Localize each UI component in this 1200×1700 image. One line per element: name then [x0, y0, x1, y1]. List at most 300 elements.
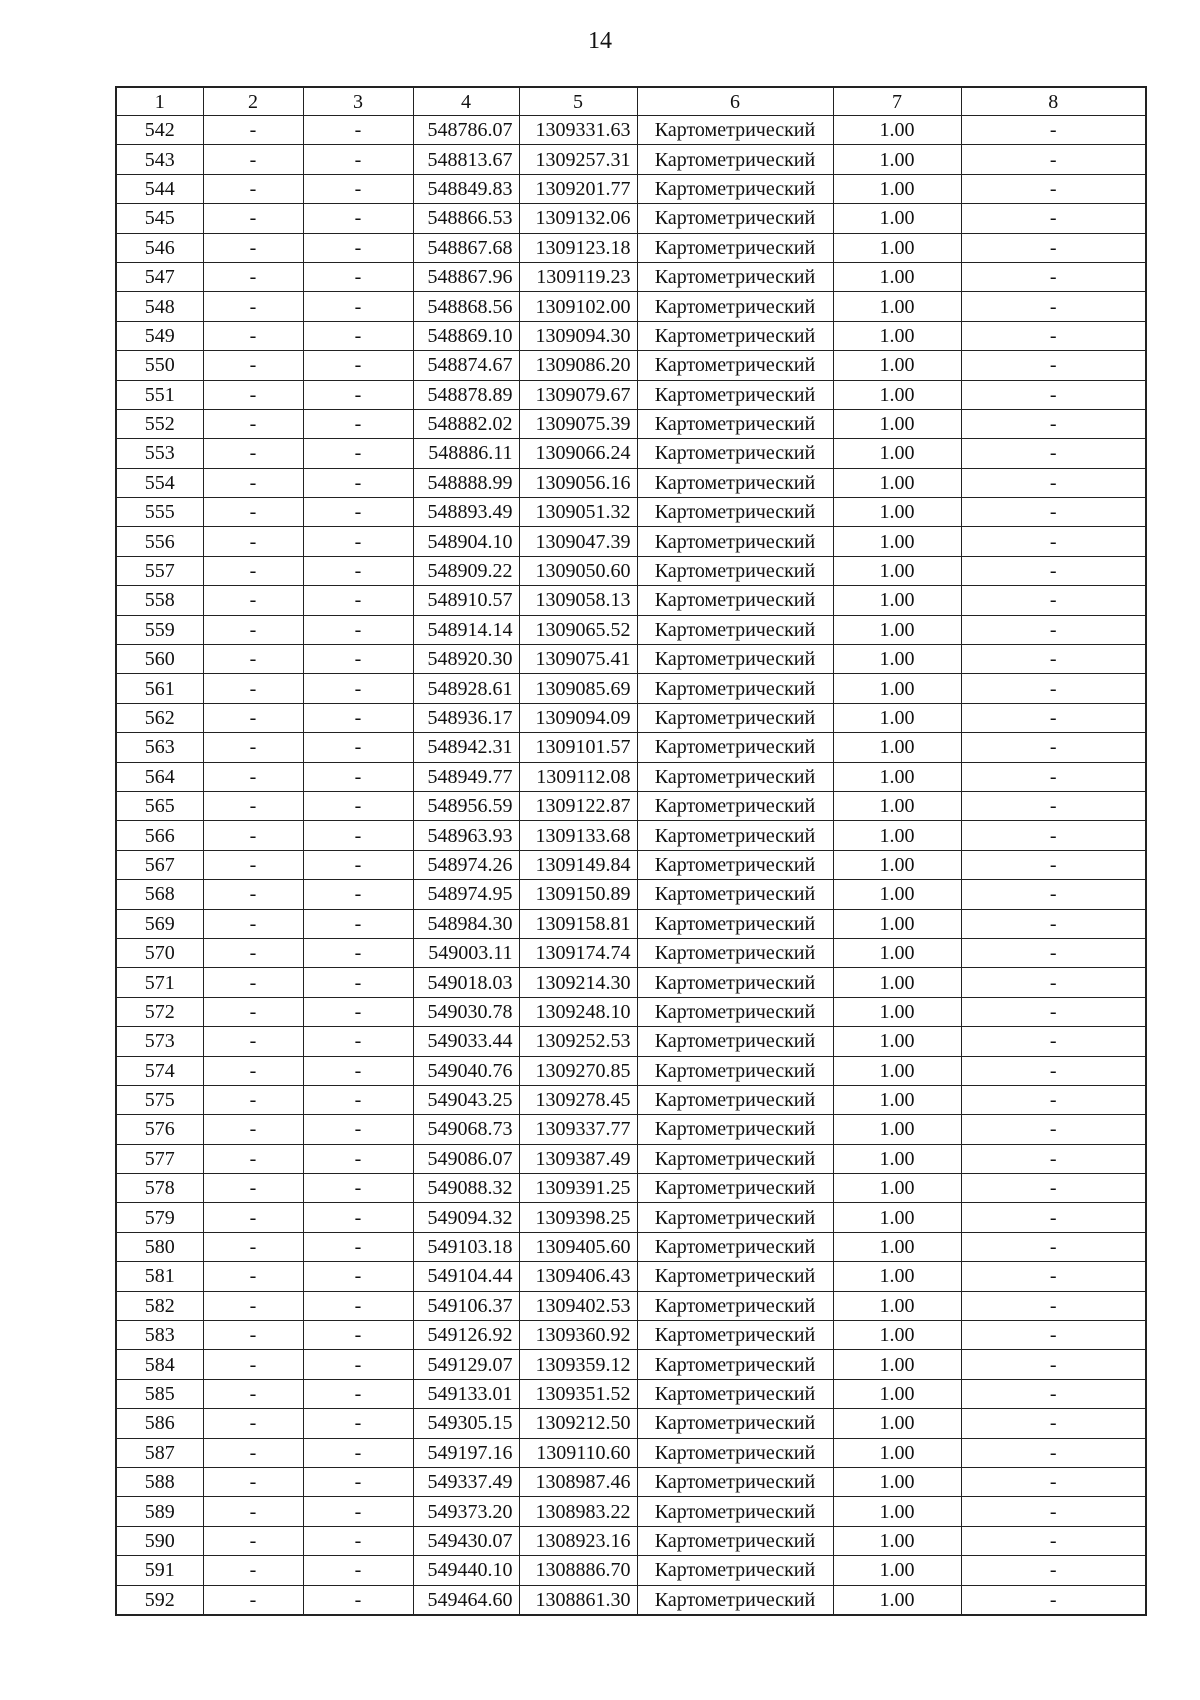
empty-cell: -	[961, 1379, 1146, 1408]
empty-cell: -	[303, 174, 413, 203]
empty-cell: -	[203, 1350, 303, 1379]
empty-cell: -	[961, 233, 1146, 262]
table-row	[116, 1438, 1146, 1467]
accuracy-cell: 1.00	[833, 1467, 961, 1496]
y-coordinate-cell: 1309278.45	[519, 1085, 637, 1114]
method-cell: Картометрический	[637, 645, 833, 674]
column-header: 8	[961, 87, 1146, 116]
empty-cell: -	[303, 380, 413, 409]
point-number-cell: 556	[116, 527, 203, 556]
method-cell: Картометрический	[637, 1203, 833, 1232]
empty-cell: -	[203, 968, 303, 997]
empty-cell: -	[203, 1467, 303, 1496]
x-coordinate-cell: 549129.07	[413, 1350, 519, 1379]
table-row	[116, 116, 1146, 145]
empty-cell: -	[961, 1174, 1146, 1203]
method-cell: Картометрический	[637, 1027, 833, 1056]
point-number-cell: 585	[116, 1379, 203, 1408]
point-number-cell: 570	[116, 938, 203, 967]
point-number-cell: 550	[116, 351, 203, 380]
x-coordinate-cell: 549086.07	[413, 1144, 519, 1173]
empty-cell: -	[203, 262, 303, 291]
empty-cell: -	[203, 1497, 303, 1526]
point-number-cell: 572	[116, 997, 203, 1026]
empty-cell: -	[961, 1115, 1146, 1144]
y-coordinate-cell: 1309406.43	[519, 1262, 637, 1291]
empty-cell: -	[303, 1262, 413, 1291]
empty-cell: -	[303, 850, 413, 879]
table-row	[116, 1467, 1146, 1496]
empty-cell: -	[961, 468, 1146, 497]
method-cell: Картометрический	[637, 1585, 833, 1615]
empty-cell: -	[303, 1203, 413, 1232]
empty-cell: -	[961, 674, 1146, 703]
x-coordinate-cell: 548867.68	[413, 233, 519, 262]
accuracy-cell: 1.00	[833, 1144, 961, 1173]
empty-cell: -	[203, 850, 303, 879]
table-row	[116, 1350, 1146, 1379]
table-row	[116, 1203, 1146, 1232]
y-coordinate-cell: 1309123.18	[519, 233, 637, 262]
x-coordinate-cell: 548878.89	[413, 380, 519, 409]
empty-cell: -	[303, 615, 413, 644]
point-number-cell: 551	[116, 380, 203, 409]
method-cell: Картометрический	[637, 321, 833, 350]
table-row	[116, 262, 1146, 291]
accuracy-cell: 1.00	[833, 351, 961, 380]
method-cell: Картометрический	[637, 1174, 833, 1203]
empty-cell: -	[303, 527, 413, 556]
empty-cell: -	[961, 1497, 1146, 1526]
point-number-cell: 583	[116, 1321, 203, 1350]
x-coordinate-cell: 549126.92	[413, 1321, 519, 1350]
empty-cell: -	[961, 1556, 1146, 1585]
accuracy-cell: 1.00	[833, 174, 961, 203]
empty-cell: -	[203, 821, 303, 850]
empty-cell: -	[303, 674, 413, 703]
method-cell: Картометрический	[637, 615, 833, 644]
accuracy-cell: 1.00	[833, 409, 961, 438]
x-coordinate-cell: 548786.07	[413, 116, 519, 145]
empty-cell: -	[961, 1438, 1146, 1467]
empty-cell: -	[961, 1232, 1146, 1261]
accuracy-cell: 1.00	[833, 116, 961, 145]
method-cell: Картометрический	[637, 1497, 833, 1526]
method-cell: Картометрический	[637, 1291, 833, 1320]
table-row	[116, 1056, 1146, 1085]
table-row	[116, 321, 1146, 350]
y-coordinate-cell: 1309051.32	[519, 498, 637, 527]
empty-cell: -	[203, 1232, 303, 1261]
table-row	[116, 233, 1146, 262]
table-row	[116, 1321, 1146, 1350]
table-row	[116, 1556, 1146, 1585]
empty-cell: -	[203, 527, 303, 556]
y-coordinate-cell: 1308983.22	[519, 1497, 637, 1526]
method-cell: Картометрический	[637, 1056, 833, 1085]
empty-cell: -	[203, 409, 303, 438]
point-number-cell: 576	[116, 1115, 203, 1144]
empty-cell: -	[961, 204, 1146, 233]
accuracy-cell: 1.00	[833, 204, 961, 233]
empty-cell: -	[303, 1350, 413, 1379]
x-coordinate-cell: 548984.30	[413, 909, 519, 938]
table-row	[116, 850, 1146, 879]
empty-cell: -	[203, 498, 303, 527]
empty-cell: -	[203, 380, 303, 409]
accuracy-cell: 1.00	[833, 615, 961, 644]
point-number-cell: 574	[116, 1056, 203, 1085]
empty-cell: -	[961, 850, 1146, 879]
point-number-cell: 575	[116, 1085, 203, 1114]
empty-cell: -	[203, 997, 303, 1026]
empty-cell: -	[303, 1497, 413, 1526]
empty-cell: -	[961, 527, 1146, 556]
empty-cell: -	[961, 615, 1146, 644]
table-row	[116, 1144, 1146, 1173]
table-row	[116, 292, 1146, 321]
method-cell: Картометрический	[637, 174, 833, 203]
point-number-cell: 547	[116, 262, 203, 291]
accuracy-cell: 1.00	[833, 997, 961, 1026]
x-coordinate-cell: 549043.25	[413, 1085, 519, 1114]
accuracy-cell: 1.00	[833, 968, 961, 997]
empty-cell: -	[303, 556, 413, 585]
column-header: 4	[413, 87, 519, 116]
empty-cell: -	[303, 233, 413, 262]
x-coordinate-cell: 548974.95	[413, 880, 519, 909]
accuracy-cell: 1.00	[833, 586, 961, 615]
x-coordinate-cell: 548936.17	[413, 703, 519, 732]
accuracy-cell: 1.00	[833, 850, 961, 879]
empty-cell: -	[961, 1085, 1146, 1114]
y-coordinate-cell: 1309405.60	[519, 1232, 637, 1261]
y-coordinate-cell: 1309212.50	[519, 1409, 637, 1438]
x-coordinate-cell: 548849.83	[413, 174, 519, 203]
method-cell: Картометрический	[637, 1321, 833, 1350]
empty-cell: -	[961, 292, 1146, 321]
accuracy-cell: 1.00	[833, 145, 961, 174]
empty-cell: -	[203, 674, 303, 703]
y-coordinate-cell: 1309056.16	[519, 468, 637, 497]
method-cell: Картометрический	[637, 145, 833, 174]
empty-cell: -	[961, 262, 1146, 291]
empty-cell: -	[203, 174, 303, 203]
accuracy-cell: 1.00	[833, 1056, 961, 1085]
table-row	[116, 1115, 1146, 1144]
method-cell: Картометрический	[637, 1556, 833, 1585]
x-coordinate-cell: 548904.10	[413, 527, 519, 556]
table-row	[116, 439, 1146, 468]
empty-cell: -	[303, 1379, 413, 1408]
accuracy-cell: 1.00	[833, 1027, 961, 1056]
point-number-cell: 557	[116, 556, 203, 585]
y-coordinate-cell: 1308861.30	[519, 1585, 637, 1615]
method-cell: Картометрический	[637, 409, 833, 438]
x-coordinate-cell: 548910.57	[413, 586, 519, 615]
x-coordinate-cell: 548963.93	[413, 821, 519, 850]
empty-cell: -	[203, 733, 303, 762]
y-coordinate-cell: 1309270.85	[519, 1056, 637, 1085]
x-coordinate-cell: 548874.67	[413, 351, 519, 380]
empty-cell: -	[303, 321, 413, 350]
x-coordinate-cell: 549337.49	[413, 1467, 519, 1496]
table-header-row	[116, 87, 1146, 116]
accuracy-cell: 1.00	[833, 1262, 961, 1291]
empty-cell: -	[203, 1526, 303, 1555]
x-coordinate-cell: 549104.44	[413, 1262, 519, 1291]
table-row	[116, 703, 1146, 732]
method-cell: Картометрический	[637, 762, 833, 791]
empty-cell: -	[303, 1438, 413, 1467]
method-cell: Картометрический	[637, 909, 833, 938]
point-number-cell: 579	[116, 1203, 203, 1232]
x-coordinate-cell: 549305.15	[413, 1409, 519, 1438]
empty-cell: -	[303, 821, 413, 850]
method-cell: Картометрический	[637, 733, 833, 762]
point-number-cell: 568	[116, 880, 203, 909]
empty-cell: -	[303, 498, 413, 527]
method-cell: Картометрический	[637, 292, 833, 321]
accuracy-cell: 1.00	[833, 733, 961, 762]
empty-cell: -	[203, 468, 303, 497]
y-coordinate-cell: 1309101.57	[519, 733, 637, 762]
empty-cell: -	[961, 439, 1146, 468]
empty-cell: -	[303, 1144, 413, 1173]
empty-cell: -	[961, 145, 1146, 174]
empty-cell: -	[203, 204, 303, 233]
empty-cell: -	[203, 1174, 303, 1203]
x-coordinate-cell: 548866.53	[413, 204, 519, 233]
empty-cell: -	[203, 762, 303, 791]
empty-cell: -	[303, 262, 413, 291]
empty-cell: -	[961, 586, 1146, 615]
point-number-cell: 589	[116, 1497, 203, 1526]
x-coordinate-cell: 549033.44	[413, 1027, 519, 1056]
table-row	[116, 204, 1146, 233]
x-coordinate-cell: 549430.07	[413, 1526, 519, 1555]
empty-cell: -	[203, 1085, 303, 1114]
empty-cell: -	[961, 1467, 1146, 1496]
empty-cell: -	[961, 1262, 1146, 1291]
empty-cell: -	[961, 351, 1146, 380]
point-number-cell: 554	[116, 468, 203, 497]
y-coordinate-cell: 1309047.39	[519, 527, 637, 556]
point-number-cell: 560	[116, 645, 203, 674]
empty-cell: -	[203, 1438, 303, 1467]
empty-cell: -	[961, 733, 1146, 762]
y-coordinate-cell: 1309119.23	[519, 262, 637, 291]
point-number-cell: 587	[116, 1438, 203, 1467]
accuracy-cell: 1.00	[833, 1350, 961, 1379]
empty-cell: -	[203, 880, 303, 909]
method-cell: Картометрический	[637, 439, 833, 468]
method-cell: Картометрический	[637, 938, 833, 967]
empty-cell: -	[203, 439, 303, 468]
accuracy-cell: 1.00	[833, 762, 961, 791]
y-coordinate-cell: 1309085.69	[519, 674, 637, 703]
x-coordinate-cell: 549106.37	[413, 1291, 519, 1320]
method-cell: Картометрический	[637, 1526, 833, 1555]
method-cell: Картометрический	[637, 556, 833, 585]
method-cell: Картометрический	[637, 1350, 833, 1379]
empty-cell: -	[303, 880, 413, 909]
y-coordinate-cell: 1309201.77	[519, 174, 637, 203]
y-coordinate-cell: 1309102.00	[519, 292, 637, 321]
empty-cell: -	[303, 968, 413, 997]
table-body	[116, 116, 1146, 1615]
point-number-cell: 577	[116, 1144, 203, 1173]
table-row	[116, 1497, 1146, 1526]
table-row	[116, 1232, 1146, 1261]
empty-cell: -	[203, 1409, 303, 1438]
accuracy-cell: 1.00	[833, 880, 961, 909]
accuracy-cell: 1.00	[833, 1232, 961, 1261]
y-coordinate-cell: 1309402.53	[519, 1291, 637, 1320]
point-number-cell: 542	[116, 116, 203, 145]
accuracy-cell: 1.00	[833, 938, 961, 967]
x-coordinate-cell: 549040.76	[413, 1056, 519, 1085]
x-coordinate-cell: 549373.20	[413, 1497, 519, 1526]
y-coordinate-cell: 1309391.25	[519, 1174, 637, 1203]
y-coordinate-cell: 1309248.10	[519, 997, 637, 1026]
empty-cell: -	[961, 1027, 1146, 1056]
method-cell: Картометрический	[637, 1379, 833, 1408]
accuracy-cell: 1.00	[833, 909, 961, 938]
empty-cell: -	[303, 1526, 413, 1555]
accuracy-cell: 1.00	[833, 645, 961, 674]
y-coordinate-cell: 1309094.09	[519, 703, 637, 732]
table-row	[116, 1027, 1146, 1056]
empty-cell: -	[961, 1526, 1146, 1555]
method-cell: Картометрический	[637, 791, 833, 820]
empty-cell: -	[303, 292, 413, 321]
table-row	[116, 1379, 1146, 1408]
x-coordinate-cell: 549094.32	[413, 1203, 519, 1232]
method-cell: Картометрический	[637, 233, 833, 262]
empty-cell: -	[303, 1585, 413, 1615]
accuracy-cell: 1.00	[833, 498, 961, 527]
empty-cell: -	[303, 997, 413, 1026]
empty-cell: -	[303, 1115, 413, 1144]
y-coordinate-cell: 1309122.87	[519, 791, 637, 820]
empty-cell: -	[961, 821, 1146, 850]
point-number-cell: 573	[116, 1027, 203, 1056]
empty-cell: -	[961, 1321, 1146, 1350]
y-coordinate-cell: 1309050.60	[519, 556, 637, 585]
table-row	[116, 821, 1146, 850]
method-cell: Картометрический	[637, 380, 833, 409]
x-coordinate-cell: 548956.59	[413, 791, 519, 820]
x-coordinate-cell: 548909.22	[413, 556, 519, 585]
x-coordinate-cell: 548920.30	[413, 645, 519, 674]
empty-cell: -	[961, 938, 1146, 967]
table-row	[116, 615, 1146, 644]
coordinates-table	[115, 86, 1147, 1616]
empty-cell: -	[961, 1585, 1146, 1615]
x-coordinate-cell: 548813.67	[413, 145, 519, 174]
accuracy-cell: 1.00	[833, 1115, 961, 1144]
point-number-cell: 552	[116, 409, 203, 438]
y-coordinate-cell: 1309360.92	[519, 1321, 637, 1350]
empty-cell: -	[303, 1056, 413, 1085]
empty-cell: -	[303, 1467, 413, 1496]
x-coordinate-cell: 548974.26	[413, 850, 519, 879]
method-cell: Картометрический	[637, 1262, 833, 1291]
empty-cell: -	[961, 1409, 1146, 1438]
point-number-cell: 549	[116, 321, 203, 350]
y-coordinate-cell: 1309257.31	[519, 145, 637, 174]
point-number-cell: 588	[116, 1467, 203, 1496]
table-row	[116, 527, 1146, 556]
accuracy-cell: 1.00	[833, 556, 961, 585]
table-row	[116, 791, 1146, 820]
table-row	[116, 409, 1146, 438]
accuracy-cell: 1.00	[833, 1526, 961, 1555]
empty-cell: -	[961, 645, 1146, 674]
y-coordinate-cell: 1309150.89	[519, 880, 637, 909]
accuracy-cell: 1.00	[833, 821, 961, 850]
empty-cell: -	[303, 145, 413, 174]
empty-cell: -	[303, 1174, 413, 1203]
point-number-cell: 581	[116, 1262, 203, 1291]
table-row	[116, 733, 1146, 762]
accuracy-cell: 1.00	[833, 703, 961, 732]
method-cell: Картометрический	[637, 1438, 833, 1467]
empty-cell: -	[203, 556, 303, 585]
accuracy-cell: 1.00	[833, 1379, 961, 1408]
x-coordinate-cell: 548893.49	[413, 498, 519, 527]
x-coordinate-cell: 548888.99	[413, 468, 519, 497]
table-row	[116, 380, 1146, 409]
x-coordinate-cell: 549003.11	[413, 938, 519, 967]
accuracy-cell: 1.00	[833, 1497, 961, 1526]
accuracy-cell: 1.00	[833, 674, 961, 703]
x-coordinate-cell: 548942.31	[413, 733, 519, 762]
empty-cell: -	[203, 791, 303, 820]
empty-cell: -	[961, 556, 1146, 585]
y-coordinate-cell: 1309079.67	[519, 380, 637, 409]
table-row	[116, 468, 1146, 497]
accuracy-cell: 1.00	[833, 1321, 961, 1350]
y-coordinate-cell: 1309331.63	[519, 116, 637, 145]
empty-cell: -	[961, 1291, 1146, 1320]
x-coordinate-cell: 549464.60	[413, 1585, 519, 1615]
empty-cell: -	[203, 1262, 303, 1291]
table-row	[116, 1174, 1146, 1203]
y-coordinate-cell: 1309112.08	[519, 762, 637, 791]
empty-cell: -	[203, 1291, 303, 1320]
point-number-cell: 580	[116, 1232, 203, 1261]
empty-cell: -	[303, 409, 413, 438]
point-number-cell: 562	[116, 703, 203, 732]
method-cell: Картометрический	[637, 968, 833, 997]
x-coordinate-cell: 548886.11	[413, 439, 519, 468]
point-number-cell: 543	[116, 145, 203, 174]
empty-cell: -	[203, 586, 303, 615]
x-coordinate-cell: 549018.03	[413, 968, 519, 997]
empty-cell: -	[961, 1056, 1146, 1085]
point-number-cell: 548	[116, 292, 203, 321]
method-cell: Картометрический	[637, 997, 833, 1026]
y-coordinate-cell: 1309351.52	[519, 1379, 637, 1408]
empty-cell: -	[303, 791, 413, 820]
table-row	[116, 1526, 1146, 1555]
table-row	[116, 674, 1146, 703]
empty-cell: -	[961, 116, 1146, 145]
accuracy-cell: 1.00	[833, 468, 961, 497]
accuracy-cell: 1.00	[833, 1085, 961, 1114]
